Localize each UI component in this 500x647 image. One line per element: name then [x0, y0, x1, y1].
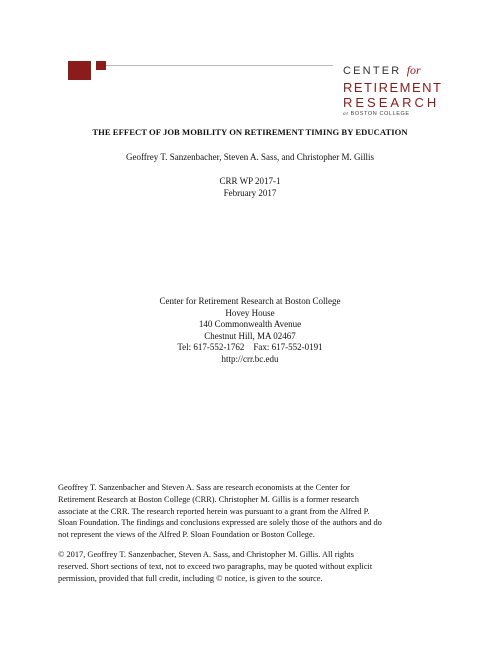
logo-line-research: RESEARCH [343, 95, 440, 110]
logo-for: for [406, 63, 421, 77]
copyright-notice [58, 549, 448, 584]
header-rule [106, 65, 333, 66]
paper-authors: Geoffrey T. Sanzenbacher, Steven A. Sass, and Christopher M. Gillis [125, 152, 375, 162]
address-line-1: Center for Retirement Research at Boston College [159, 296, 341, 306]
working-paper-date: February 2017 [223, 188, 277, 198]
address-line-4: Chestnut Hill, MA 02467 [204, 330, 296, 341]
author-note [58, 482, 448, 541]
author-note-line: not represent the views of the Alfred P. Sloan Foundation or Boston College. [58, 530, 315, 540]
author-note-line: associate at the CRR. The research reported herein was pursuant to a grant from the Alfred P. [58, 506, 370, 516]
logo-line-boston-college: at BOSTON COLLEGE [343, 111, 410, 117]
working-paper-info [0, 175, 500, 199]
author-note-line: Sloan Foundation. The findings and conclusions expressed are solely those of the authors and do [58, 518, 382, 528]
author-note-line: Retirement Research at Boston College (CRR). Christopher M. Gillis is a former research [58, 494, 359, 504]
address-line-3: 140 Commonwealth Avenue [198, 319, 302, 330]
copyright-line: reserved. Short sections of text, not to exceed two paragraphs, may be quoted without explicit [58, 561, 373, 571]
address-block [0, 296, 500, 366]
working-paper-number: CRR WP 2017-1 [219, 176, 281, 186]
copyright-line: © 2017, Geoffrey T. Sanzenbacher, Steven A. Sass, and Christopher M. Gillis. All rights [58, 550, 354, 559]
copyright-line: permission, provided that full credit, including © notice, is given to the source. [58, 573, 323, 583]
crr-logo [343, 63, 443, 118]
website-link[interactable]: http://crr.bc.edu [221, 353, 279, 364]
logo-line-retirement: RETIREMENT [343, 80, 443, 95]
address-line-2: Hovey House [225, 307, 275, 318]
address-line-5: Tel: 617-552-1762 Fax: 617-552-0191 [177, 342, 323, 353]
logo-square-small [96, 61, 106, 70]
author-note-line: Geoffrey T. Sanzenbacher and Steven A. Sass are research economists at the Center for [58, 483, 350, 492]
logo-line-center: CENTER for [343, 63, 421, 77]
logo-square-large [68, 61, 91, 80]
paper-title: THE EFFECT OF JOB MOBILITY ON RETIREMENT TIMING BY EDUCATION [92, 127, 408, 137]
